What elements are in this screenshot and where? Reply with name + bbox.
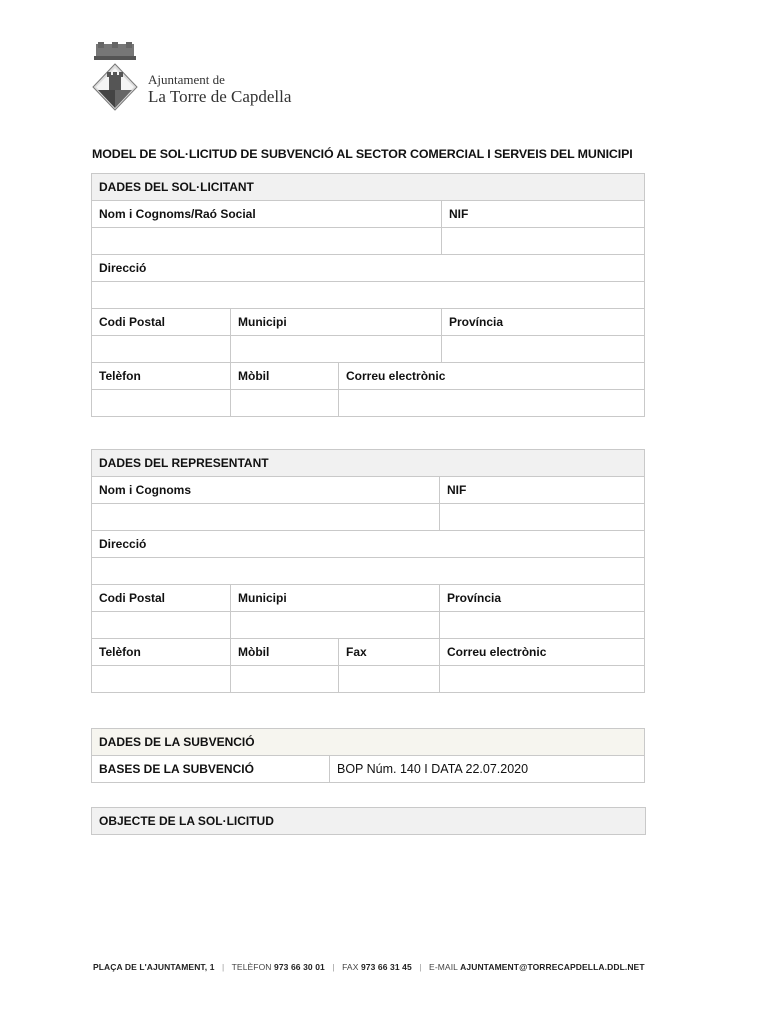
footer-fax: 973 66 31 45	[360, 962, 412, 972]
subvencio-table	[91, 728, 645, 783]
footer-separator: |	[419, 962, 422, 972]
solicitant-nom-field[interactable]	[92, 228, 442, 255]
representant-mobil-label: Mòbil	[231, 639, 339, 666]
logo-line-2: La Torre de Capdella	[148, 87, 292, 106]
footer-separator: |	[332, 962, 335, 972]
representant-telefon-label: Telèfon	[92, 639, 231, 666]
footer-address: PLAÇA DE L'AJUNTAMENT, 1	[93, 962, 215, 972]
solicitant-nom-label: Nom i Cognoms/Raó Social	[92, 201, 442, 228]
bases-value: BOP Núm. 140 I DATA 22.07.2020	[330, 756, 645, 783]
solicitant-correu-label: Correu electrònic	[339, 363, 645, 390]
representant-nif-field[interactable]	[440, 504, 645, 531]
representant-correu-label: Correu electrònic	[440, 639, 645, 666]
representant-codi-postal-label: Codi Postal	[92, 585, 231, 612]
document-title: MODEL DE SOL·LICITUD DE SUBVENCIÓ AL SECTOR COMERCIAL I SERVEIS DEL MUNICIPI	[92, 147, 633, 161]
footer-fax-label: FAX	[342, 962, 359, 972]
subvencio-heading: DADES DE LA SUBVENCIÓ	[92, 729, 645, 756]
solicitant-correu-field[interactable]	[339, 390, 645, 417]
solicitant-telefon-field[interactable]	[92, 390, 231, 417]
representant-heading: DADES DEL REPRESENTANT	[92, 450, 645, 477]
solicitant-nif-label: NIF	[442, 201, 645, 228]
representant-nom-label: Nom i Cognoms	[92, 477, 440, 504]
representant-municipi-field[interactable]	[231, 612, 440, 639]
solicitant-heading: DADES DEL SOL·LICITANT	[92, 174, 645, 201]
logo-line-1: Ajuntament de	[148, 72, 225, 87]
solicitant-direccio-label: Direcció	[92, 255, 645, 282]
representant-nom-field[interactable]	[92, 504, 440, 531]
footer-separator: |	[222, 962, 225, 972]
coat-of-arms-icon	[90, 42, 140, 114]
footer-email-label: E-MAIL	[429, 962, 458, 972]
solicitant-municipi-label: Municipi	[231, 309, 442, 336]
representant-provincia-field[interactable]	[440, 612, 645, 639]
representant-fax-label: Fax	[339, 639, 440, 666]
footer-phone-label: TELÈFON	[231, 962, 272, 972]
footer-phone: 973 66 30 01	[274, 962, 325, 972]
representant-fax-field[interactable]	[339, 666, 440, 693]
objecte-table	[91, 807, 646, 835]
footer-email: AJUNTAMENT@TORRECAPDELLA.DDL.NET	[460, 962, 645, 972]
objecte-heading: OBJECTE DE LA SOL·LICITUD	[92, 808, 646, 835]
solicitant-codi-postal-field[interactable]	[92, 336, 231, 363]
representant-municipi-label: Municipi	[231, 585, 440, 612]
representant-mobil-field[interactable]	[231, 666, 339, 693]
representant-correu-field[interactable]	[440, 666, 645, 693]
representant-provincia-label: Província	[440, 585, 645, 612]
representant-nif-label: NIF	[440, 477, 645, 504]
representant-codi-postal-field[interactable]	[92, 612, 231, 639]
solicitant-mobil-label: Mòbil	[231, 363, 339, 390]
solicitant-mobil-field[interactable]	[231, 390, 339, 417]
solicitant-telefon-label: Telèfon	[92, 363, 231, 390]
footer	[93, 962, 645, 972]
representant-telefon-field[interactable]	[92, 666, 231, 693]
solicitant-codi-postal-label: Codi Postal	[92, 309, 231, 336]
solicitant-provincia-label: Província	[442, 309, 645, 336]
representant-direccio-label: Direcció	[92, 531, 645, 558]
solicitant-provincia-field[interactable]	[442, 336, 645, 363]
solicitant-direccio-field[interactable]	[92, 282, 645, 309]
solicitant-nif-field[interactable]	[442, 228, 645, 255]
representant-table	[91, 449, 645, 693]
bases-label: BASES DE LA SUBVENCIÓ	[92, 756, 330, 783]
solicitant-municipi-field[interactable]	[231, 336, 442, 363]
municipality-logo	[90, 42, 320, 114]
representant-direccio-field[interactable]	[92, 558, 645, 585]
solicitant-table	[91, 173, 645, 417]
